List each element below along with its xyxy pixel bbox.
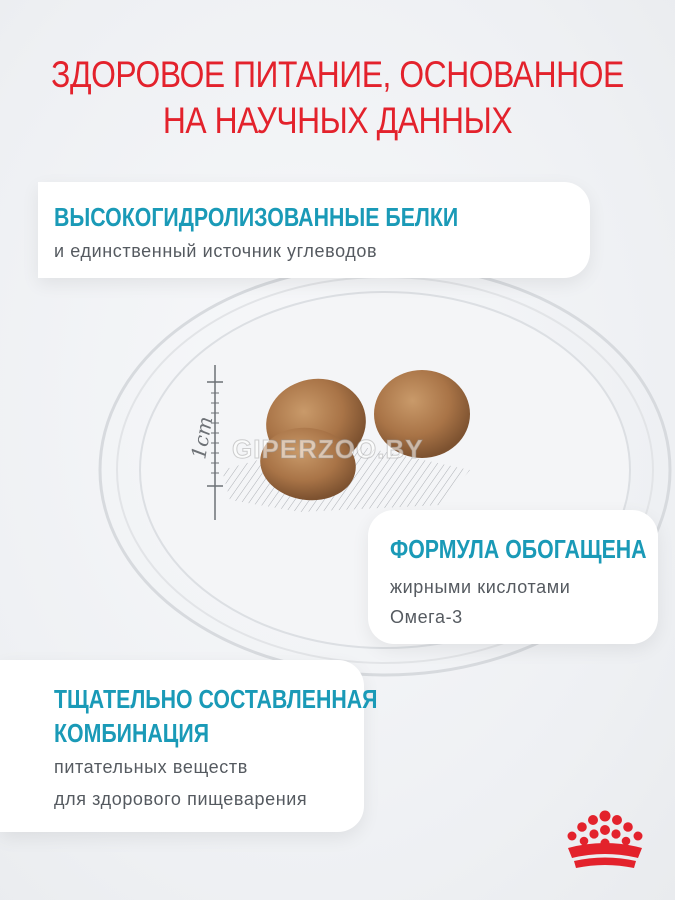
feature-body-line-2: Омега-3 <box>390 607 463 627</box>
headline-line-1: ЗДОРОВОЕ ПИТАНИЕ, ОСНОВАННОЕ <box>51 54 624 95</box>
headline <box>47 52 628 144</box>
feature-title-line-2: КОМБИНАЦИЯ <box>54 718 210 748</box>
feature-card-omega <box>368 510 658 644</box>
feature-title: ВЫСОКОГИДРОЛИЗОВАННЫЕ БЕЛКИ <box>54 202 459 232</box>
feature-title-line-1: ТЩАТЕЛЬНО СОСТАВЛЕННАЯ <box>54 684 378 714</box>
feature-title: ФОРМУЛА ОБОГАЩЕНА <box>390 534 647 564</box>
feature-card-proteins <box>38 182 590 278</box>
feature-body: и единственный источник углеводов <box>54 241 378 261</box>
headline-line-2: НА НАУЧНЫХ ДАННЫХ <box>162 100 513 141</box>
feature-body-line-1: жирными кислотами <box>390 577 571 597</box>
watermark: GIPERZOO.BY <box>232 434 424 464</box>
scale-label: 1cm <box>186 414 218 461</box>
feature-body-line-1: питательных веществ <box>54 757 248 777</box>
royal-canin-crown-logo <box>560 808 650 874</box>
feature-card-combination <box>0 660 378 832</box>
feature-body-line-2: для здорового пищеварения <box>54 789 308 809</box>
